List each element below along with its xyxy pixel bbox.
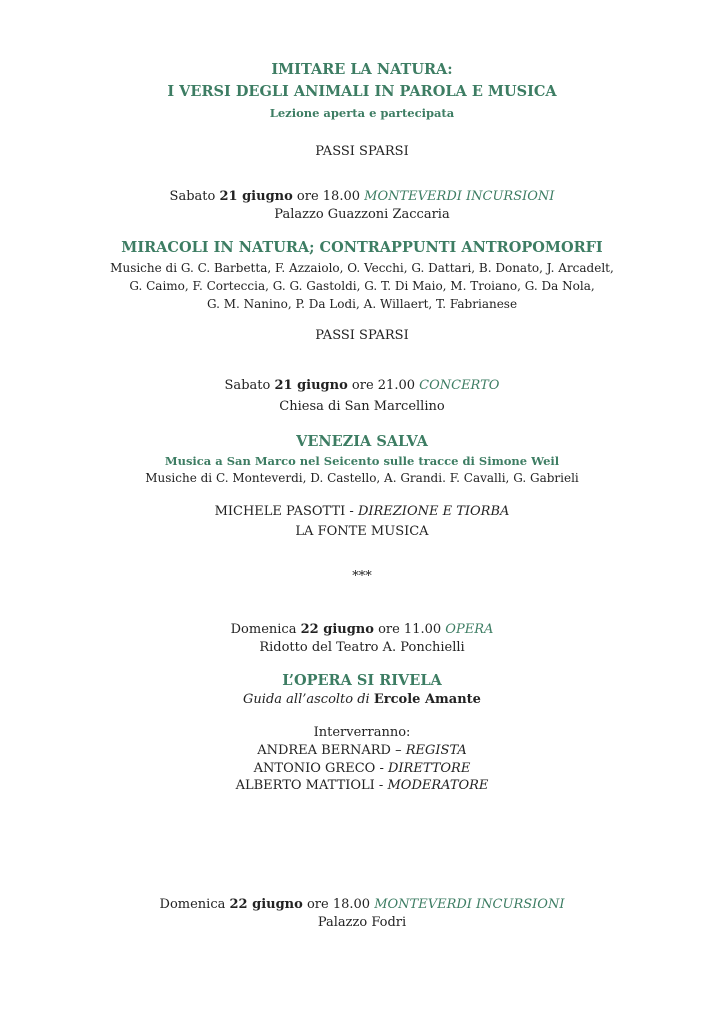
speaker-row [0,760,724,778]
event2-credit: PASSI SPARSI [315,328,409,343]
event5-venue: Palazzo Fodri [317,915,407,930]
event5-date: 22 giugno [229,897,303,912]
event5-category: MONTEVERDI INCURSIONI [374,897,565,912]
event3-category: CONCERTO [419,378,500,393]
guide-work: Ercole Amante [373,692,481,707]
speaker-separator: - [375,761,388,776]
event4-time: ore 11.00 [378,622,442,637]
event4-title: L’OPERA SI RIVELA [282,672,442,689]
speaker-separator: – [390,743,406,758]
speaker-role: REGISTA [405,743,467,758]
event3-day: Sabato [224,378,271,393]
performer-role: DIREZIONE E TIORBA [357,504,510,519]
event5-time: ore 18.00 [306,897,371,912]
event3-subtitle: Musica a San Marco nel Seicento sulle tracce di Simone Weil [164,454,560,468]
event4-day: Domenica [230,622,297,637]
lesson-subtitle: Lezione aperta e partecipata [269,106,455,120]
event2-venue: Palazzo Guazzoni Zaccaria [274,207,450,222]
event3-title: VENEZIA SALVA [296,433,428,450]
section-separator: *** [352,569,372,584]
lesson-title-line2: I VERSI DEGLI ANIMALI IN PAROLA E MUSICA [167,83,557,100]
speaker-row [0,742,724,760]
event2-title: MIRACOLI IN NATURA; CONTRAPPUNTI ANTROPOMORFI [121,239,603,256]
event3-date: 21 giugno [274,378,348,393]
event2-date: 21 giugno [219,189,293,204]
event4-guide [0,691,724,709]
speaker-row [0,777,724,795]
event4-date: 22 giugno [300,622,374,637]
performer-name: MICHELE PASOTTI [214,504,346,519]
event2-datetime [0,188,724,206]
speaker-name: ALBERTO MATTIOLI [235,778,375,793]
speaker-name: ANTONIO GRECO [253,761,376,776]
event3-ensemble: LA FONTE MUSICA [295,524,429,539]
event3-performer [0,503,724,521]
event2-category: MONTEVERDI INCURSIONI [364,189,555,204]
event3-composers: Musiche di C. Monteverdi, D. Castello, A. Grandi. F. Cavalli, G. Gabrieli [145,471,579,485]
speaker-name: ANDREA BERNARD [257,743,391,758]
performer-separator: - [345,504,358,519]
speakers-label: Interverranno: [313,725,411,740]
event2-composers-line2: G. Caimo, F. Corteccia, G. G. Gastoldi, G. T. Di Maio, M. Troiano, G. Da Nola, [129,279,595,293]
event4-category: OPERA [445,622,494,637]
lesson-credit: PASSI SPARSI [315,144,409,159]
event2-composers-line3: G. M. Nanino, P. Da Lodi, A. Willaert, T. Fabrianese [206,297,518,311]
event3-venue: Chiesa di San Marcellino [279,399,445,414]
event3-time: ore 21.00 [351,378,415,393]
event5-day: Domenica [159,897,226,912]
speaker-role: DIRETTORE [387,761,471,776]
guide-prefix: Guida all’ascolto di [243,692,370,707]
lesson-title-line1: IMITARE LA NATURA: [271,61,453,78]
speaker-separator: - [374,778,388,793]
event5-datetime [0,896,724,914]
event2-composers-line1: Musiche di G. C. Barbetta, F. Azzaiolo, O. Vecchi, G. Dattari, B. Donato, J. Arcadelt, [110,261,614,275]
speaker-role: MODERATORE [387,778,489,793]
event4-venue: Ridotto del Teatro A. Ponchielli [259,640,465,655]
event2-day: Sabato [169,189,216,204]
event2-time: ore 18.00 [296,189,361,204]
event4-datetime [0,621,724,639]
event3-datetime [0,377,724,395]
